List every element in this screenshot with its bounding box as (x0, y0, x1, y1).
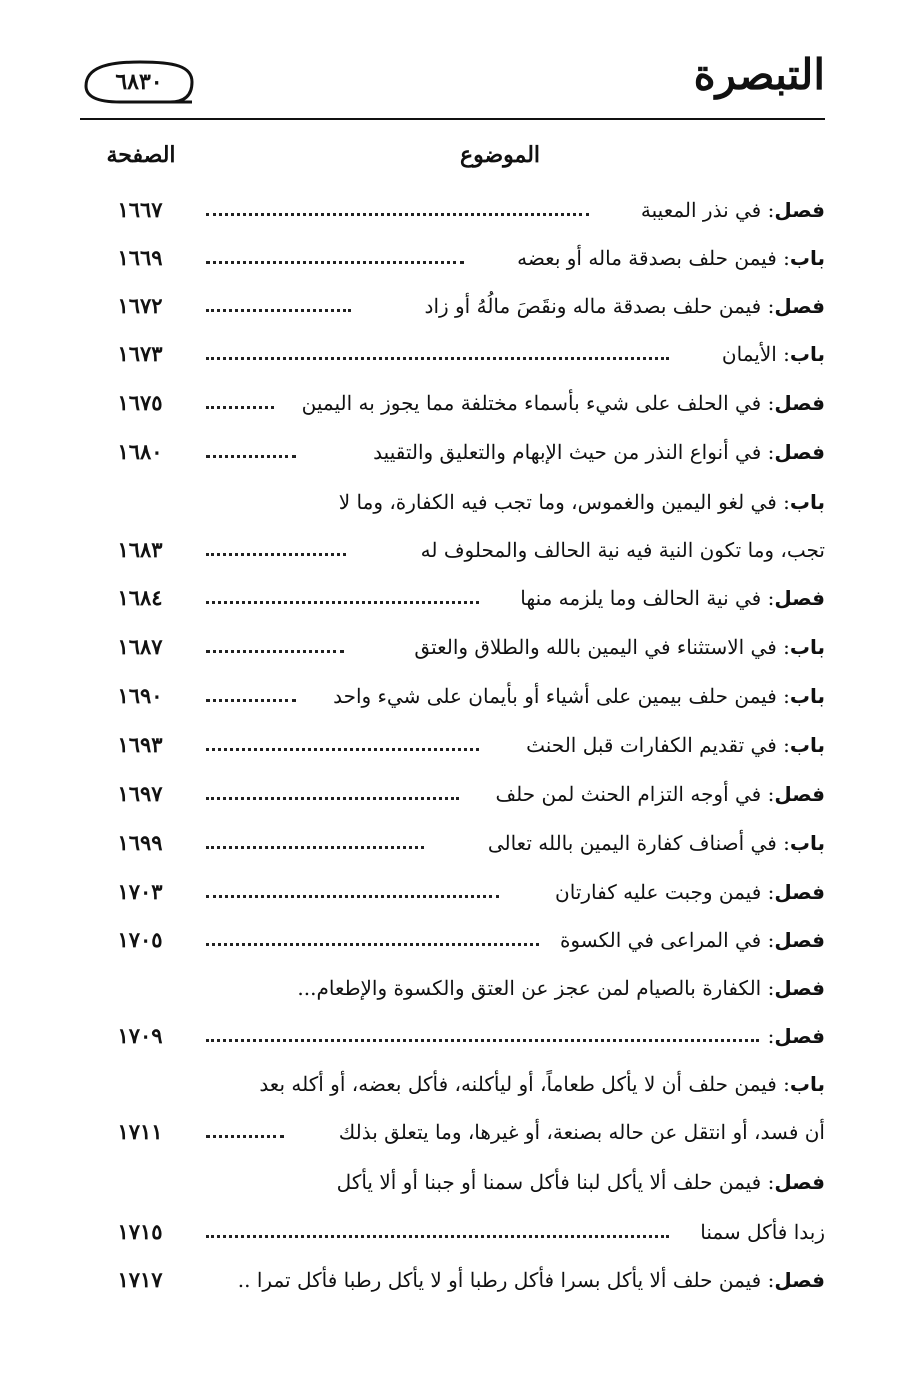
entry-title: : في نية الحالف وما يلزمه منها (520, 586, 775, 610)
toc-line (90, 674, 825, 718)
dot-leader (206, 1135, 284, 1138)
entry-title: : فيمن حلف بيمين على أشياء أو بأيمان على شيء واحد (333, 684, 790, 708)
page-number-badge (80, 58, 198, 106)
toc-line (90, 381, 825, 425)
entry-keyword: باب (789, 342, 825, 366)
entry-title: : فيمن حلف بصدقة ماله أو بعضه (517, 246, 790, 270)
toc-line (90, 870, 825, 914)
entry-page-number: ١٦٧٢ (117, 293, 163, 318)
toc-line (90, 576, 825, 620)
entry-keyword: فصل (774, 880, 825, 904)
toc-line (90, 625, 825, 669)
entry-title: : في أوجه التزام الحنث لمن حلف (495, 782, 775, 806)
dot-leader (206, 601, 479, 604)
dot-leader (206, 748, 479, 751)
toc-line (90, 1210, 825, 1254)
column-heading-page: الصفحة (106, 142, 176, 168)
dot-leader (206, 1235, 669, 1238)
dot-leader (206, 406, 274, 409)
dot-leader (206, 1039, 759, 1042)
entry-keyword: باب (789, 684, 825, 708)
entry-keyword: باب (789, 1072, 825, 1096)
entry-keyword: فصل (774, 586, 825, 610)
entry-title: : الكفارة بالصيام لمن عجز عن العتق والكسوة والإطعام... (297, 976, 775, 1000)
toc-text (290, 1114, 825, 1150)
dot-leader (206, 261, 464, 264)
entry-page-number: ١٧٠٥ (117, 927, 163, 952)
toc-line (90, 1160, 825, 1204)
entry-title: : في أصناف كفارة اليمين بالله تعالى (487, 831, 790, 855)
entry-title: : في الحلف على شيء بأسماء مختلفة مما يجوز به اليمين (301, 391, 775, 415)
toc-text (357, 288, 825, 324)
entry-keyword: فصل (774, 782, 825, 806)
entry-page-number: ١٦٨٣ (117, 537, 163, 562)
entry-keyword: فصل (774, 198, 825, 222)
page-number: ٦٨٣٠ (115, 69, 163, 95)
toc-line (90, 332, 825, 376)
entry-title: : فيمن حلف ألا يأكل بسرا فأكل رطبا أو لا يأكل رطبا فأكل تمرا .. (237, 1268, 775, 1292)
entry-keyword: باب (789, 733, 825, 757)
toc-text (675, 1214, 825, 1250)
toc-text (305, 434, 825, 470)
toc-text (195, 1262, 825, 1298)
toc-line (90, 966, 825, 1010)
dot-leader (206, 650, 344, 653)
book-title: التبصرة (693, 50, 825, 99)
entry-title: أن فسد، أو انتقل عن حاله بصنعة، أو غيرها، وما يتعلق بذلك (338, 1120, 825, 1144)
toc-text (195, 484, 825, 520)
entry-title: : فيمن حلف ألا يأكل لبنا فأكل سمنا أو جبنا أو ألا يأكل (336, 1170, 775, 1194)
toc-text (350, 629, 825, 665)
entry-title: : فيمن حلف أن لا يأكل طعاماً، أو ليأكلنه، فأكل بعضه، أو أكله بعد (259, 1072, 790, 1096)
entry-keyword: باب (789, 635, 825, 659)
entry-keyword: باب (789, 246, 825, 270)
dot-leader (206, 797, 459, 800)
toc-line (90, 772, 825, 816)
toc-text (195, 1066, 825, 1102)
entry-page-number: ١٦٧٥ (117, 390, 163, 415)
toc-text (305, 678, 825, 714)
toc-text (545, 922, 825, 958)
entry-page-number: ١٧١٧ (117, 1267, 163, 1292)
entry-title: : في المراعى في الكسوة (559, 928, 775, 952)
entry-title: : في أنواع النذر من حيث الإبهام والتعليق والتقييد (373, 440, 775, 464)
entry-keyword: فصل (774, 1024, 825, 1048)
entry-title: : فيمن حلف بصدقة ماله ونقَصَ مالُهُ أو زاد (424, 294, 775, 318)
toc-text (765, 1018, 825, 1054)
dot-leader (206, 943, 539, 946)
entry-title: : في تقديم الكفارات قبل الحنث (526, 733, 790, 757)
entry-title: : في الاستثناء في اليمين بالله والطلاق والعتق (414, 635, 790, 659)
entry-page-number: ١٧١١ (117, 1119, 163, 1144)
dot-leader (206, 699, 296, 702)
toc-line (90, 236, 825, 280)
entry-page-number: ١٧٠٣ (117, 879, 163, 904)
dot-leader (206, 357, 669, 360)
toc-text (505, 874, 825, 910)
toc-line (90, 1110, 825, 1154)
toc-line (90, 1258, 825, 1302)
dot-leader (206, 309, 351, 312)
entry-keyword: فصل (774, 294, 825, 318)
entry-page-number: ١٧١٥ (117, 1219, 163, 1244)
toc-text (280, 385, 825, 421)
entry-keyword: باب (789, 490, 825, 514)
toc-line (90, 430, 825, 474)
entry-page-number: ١٦٩٩ (117, 830, 163, 855)
dot-leader (206, 553, 346, 556)
entry-title: : الأيمان (721, 342, 790, 366)
toc-line (90, 284, 825, 328)
toc-line (90, 188, 825, 232)
entry-title: : في لغو اليمين والغموس، وما تجب فيه الكفارة، وما لا (338, 490, 790, 514)
entry-page-number: ١٦٨٤ (117, 585, 163, 610)
entry-title: : في نذر المعيبة (640, 198, 775, 222)
toc-line (90, 821, 825, 865)
entry-keyword: فصل (774, 1170, 825, 1194)
entry-keyword: فصل (774, 391, 825, 415)
dot-leader (206, 846, 424, 849)
toc-text (195, 970, 825, 1006)
toc-text (595, 192, 825, 228)
entry-keyword: فصل (774, 928, 825, 952)
toc-line (90, 1014, 825, 1058)
toc-line (90, 480, 825, 524)
toc-text (195, 1164, 825, 1200)
entry-keyword: فصل (774, 440, 825, 464)
toc-text (485, 727, 825, 763)
entry-keyword: فصل (774, 1268, 825, 1292)
toc-text (485, 580, 825, 616)
entry-title: زبدا فأكل سمنا (700, 1220, 825, 1244)
toc-text (675, 336, 825, 372)
toc-line (90, 1062, 825, 1106)
toc-text (465, 776, 825, 812)
dot-leader (206, 455, 296, 458)
entry-page-number: ١٦٦٩ (117, 245, 163, 270)
entry-page-number: ١٦٩٠ (117, 683, 163, 708)
entry-page-number: ١٦٨٧ (117, 634, 163, 659)
entry-page-number: ١٦٦٧ (117, 197, 163, 222)
dot-leader (206, 213, 589, 216)
entry-title: : (767, 1024, 775, 1048)
entry-page-number: ١٦٧٣ (117, 341, 163, 366)
toc-line (90, 918, 825, 962)
page-header (80, 50, 825, 122)
dot-leader (206, 895, 499, 898)
entry-title: : فيمن وجبت عليه كفارتان (555, 880, 775, 904)
column-heading-topic: الموضوع (459, 142, 541, 168)
entry-page-number: ١٦٨٠ (117, 439, 163, 464)
toc-text (470, 240, 825, 276)
header-rule (80, 118, 825, 120)
entry-keyword: باب (789, 831, 825, 855)
entry-title: تجب، وما تكون النية فيه نية الحالف والمحلوف له (420, 538, 825, 562)
toc-line (90, 723, 825, 767)
entry-keyword: فصل (774, 976, 825, 1000)
entry-page-number: ١٦٩٣ (117, 732, 163, 757)
toc-text (355, 532, 825, 568)
toc-line (90, 528, 825, 572)
entry-page-number: ١٧٠٩ (117, 1023, 163, 1048)
toc-text (430, 825, 825, 861)
entry-page-number: ١٦٩٧ (117, 781, 163, 806)
